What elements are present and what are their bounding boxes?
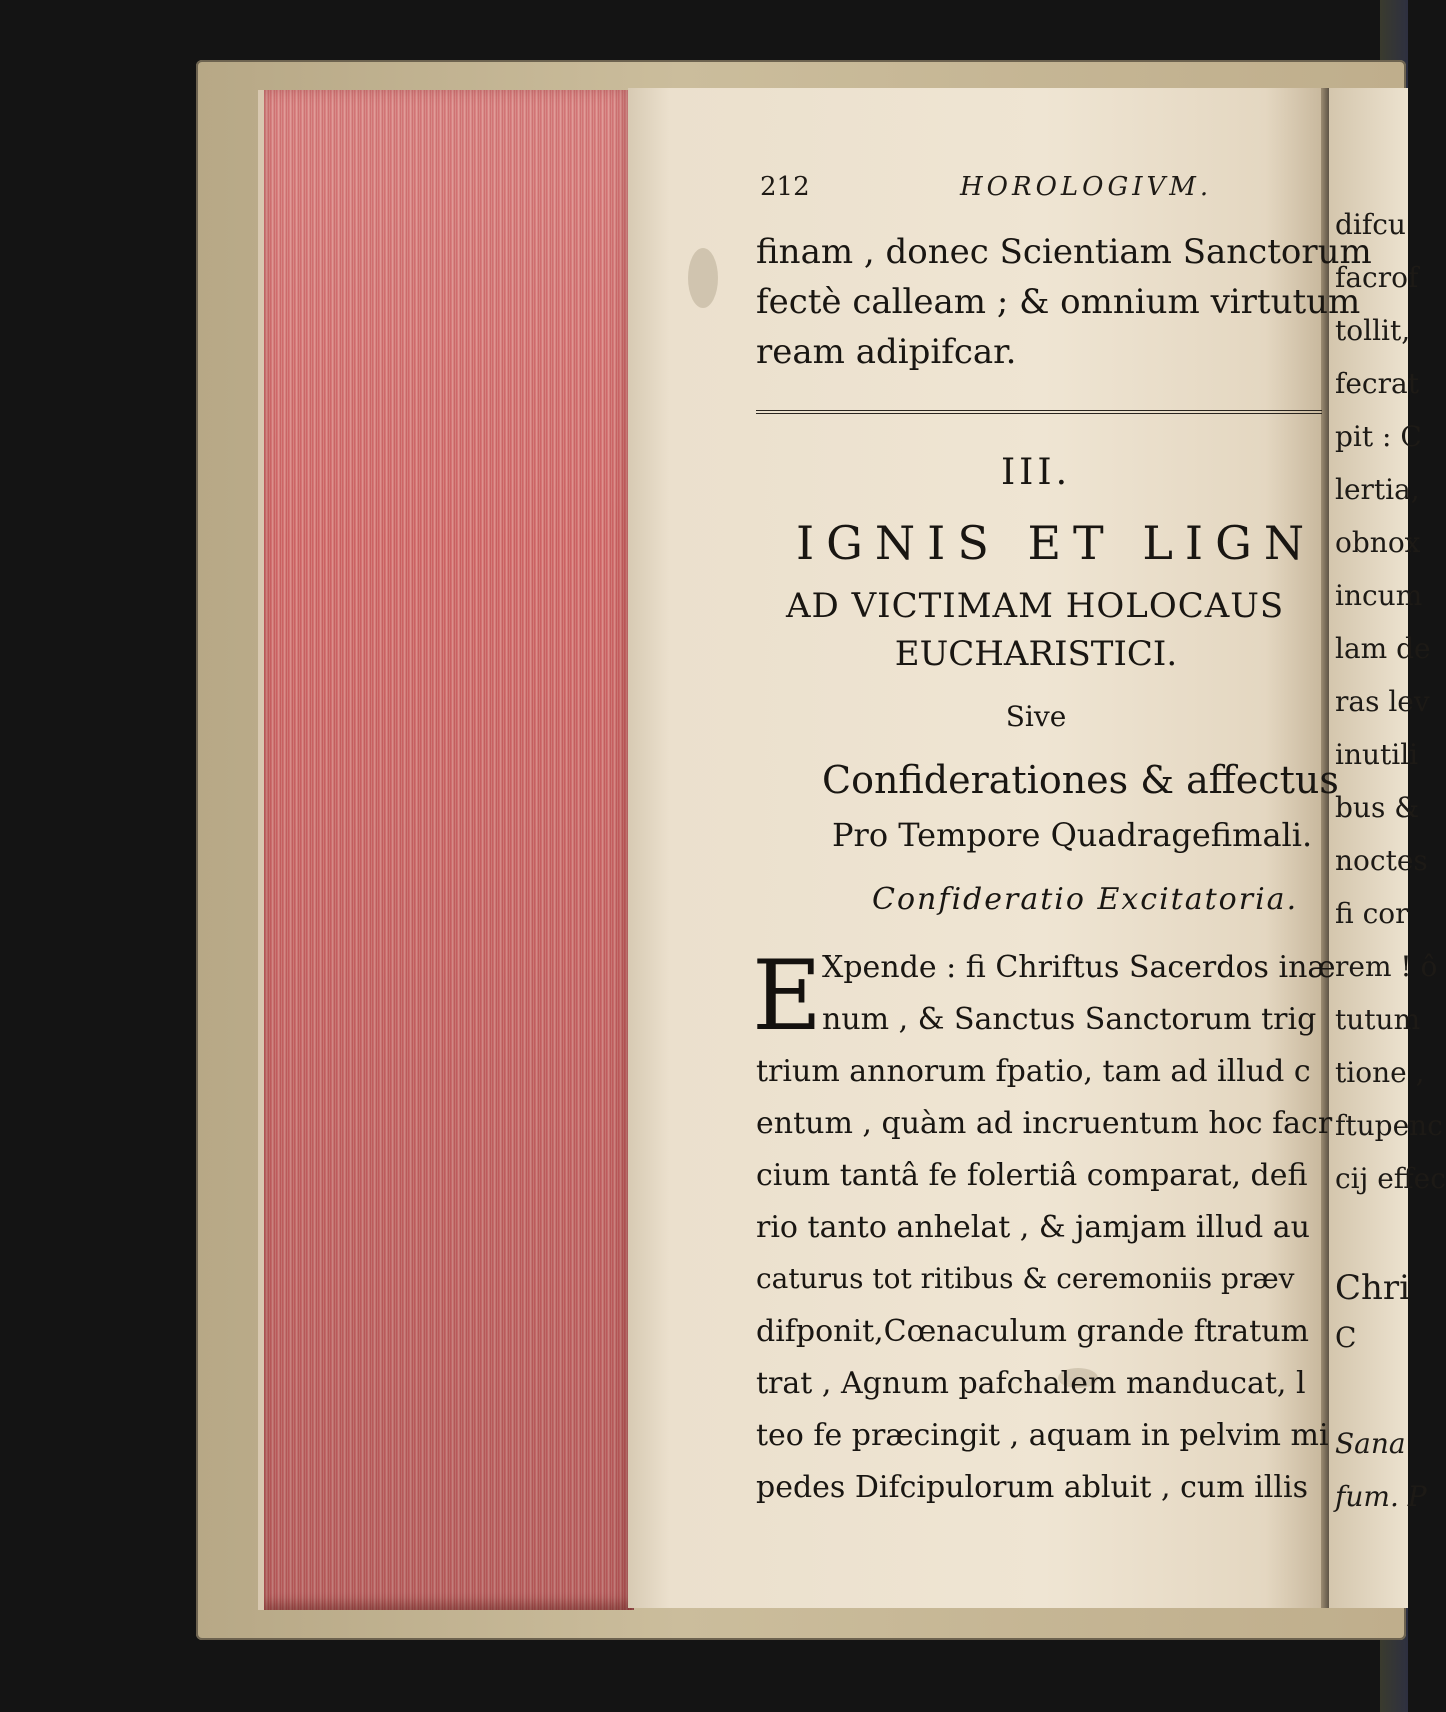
heading-ignis: IGNIS ET LIGN — [796, 516, 1317, 570]
facing-line: lertia, — [1335, 473, 1420, 506]
body-line: pedes Difcipulorum abluit , cum illis — [756, 1470, 1308, 1505]
facing-line: pit : C — [1335, 420, 1422, 453]
body-line: num , & Sanctus Sanctorum trig — [822, 1002, 1317, 1037]
heading-sive: Sive — [1005, 700, 1067, 733]
facing-line: ras lev — [1335, 685, 1430, 718]
intro-line: ream adipifcar. — [756, 332, 1017, 372]
facing-line: tollit, — [1335, 314, 1411, 347]
facing-line: lam de — [1335, 632, 1431, 665]
body-line: rio tanto anhelat , & jamjam illud au — [756, 1210, 1310, 1245]
body-line: entum , quàm ad incruentum hoc facr — [756, 1106, 1333, 1141]
subheading: Confideratio Excitatoria. — [872, 882, 1299, 917]
facing-line: tione , — [1335, 1056, 1425, 1089]
running-head — [760, 172, 1280, 212]
body-line: teo fe præcingit , aquam in pelvim mi — [756, 1418, 1329, 1453]
facing-line: cij effec — [1335, 1162, 1446, 1195]
drop-cap: E — [752, 940, 823, 1052]
facing-line: inutili — [1335, 738, 1419, 771]
heading-victimam: AD VICTIMAM HOLOCAUS — [786, 586, 1285, 626]
page-block-red-edges — [258, 90, 634, 1610]
heading-eucharistici: EUCHARISTICI. — [894, 634, 1178, 674]
facing-line: C — [1335, 1321, 1357, 1354]
facing-line: ftupenc — [1335, 1109, 1443, 1142]
body-line: trat , Agnum pafchalem manducat, l — [756, 1366, 1306, 1401]
section-number: III. — [1000, 452, 1072, 493]
facing-line: Sana — [1335, 1427, 1406, 1460]
facing-line: rem ! ô — [1335, 950, 1438, 983]
paper-stain — [688, 248, 718, 308]
intro-line: fectè calleam ; & omnium virtutum — [756, 282, 1361, 322]
heading-considerationes: Confiderationes & affectus — [822, 758, 1339, 802]
page-number: 212 — [760, 172, 810, 202]
section-rule — [756, 410, 1322, 414]
facing-line: noctes — [1335, 844, 1428, 877]
facing-line: bus & — [1335, 791, 1420, 824]
intro-line: finam , donec Scientiam Sanctorum — [756, 232, 1372, 272]
body-line: cium tantâ fe folertiâ comparat, defi — [756, 1158, 1308, 1193]
facing-line: fi cor — [1335, 897, 1409, 930]
facing-line: obnox — [1335, 526, 1421, 559]
body-line: caturus tot ritibus & ceremoniis præv — [756, 1262, 1295, 1295]
running-title: HOROLOGIVM. — [960, 172, 1213, 202]
facing-line: incum — [1335, 579, 1423, 612]
body-line: difponit,Cœnaculum grande ftratum — [756, 1314, 1309, 1349]
body-line: trium annorum fpatio, tam ad illud c — [756, 1054, 1311, 1089]
facing-line: facrof — [1335, 261, 1419, 294]
facing-line: fecrat — [1335, 367, 1419, 400]
facing-line: fum. P — [1335, 1480, 1427, 1513]
facing-line: Chri — [1335, 1268, 1411, 1308]
heading-tempore: Pro Tempore Quadragefimali. — [832, 816, 1313, 854]
body-line: Xpende : fi Chriftus Sacerdos inæ — [822, 950, 1336, 985]
facing-line: tutum — [1335, 1003, 1421, 1036]
facing-line: difcu — [1335, 208, 1406, 241]
